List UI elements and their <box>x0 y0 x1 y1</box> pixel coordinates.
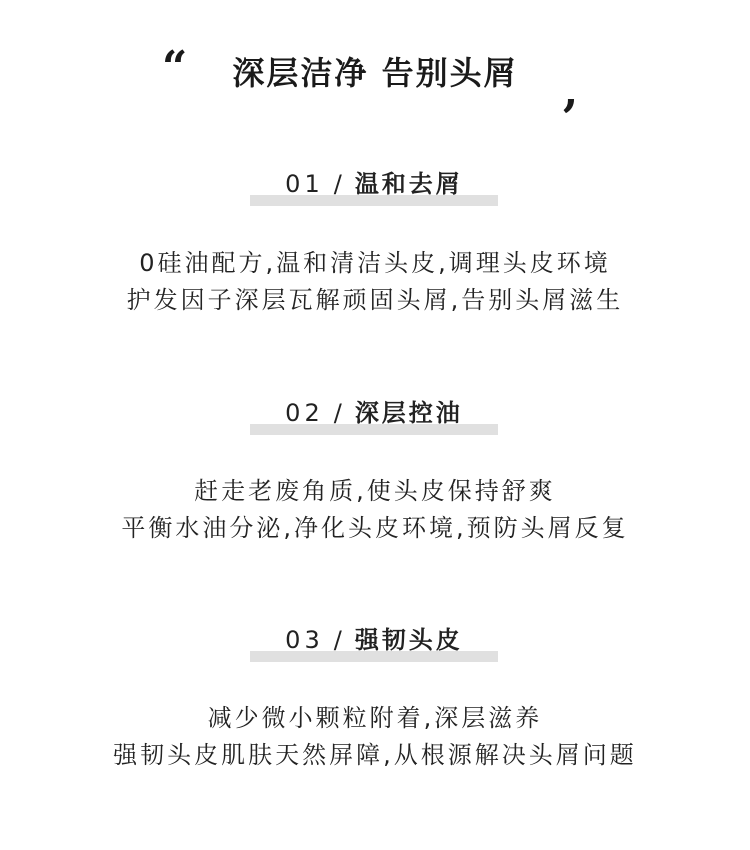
section-number: 02 <box>285 399 324 427</box>
body-line: 减少微小颗粒附着,深层滋养 <box>207 704 543 732</box>
headline <box>0 42 750 98</box>
section-separator: / <box>333 399 345 427</box>
section-body-01 <box>0 245 750 319</box>
section-body-02 <box>0 473 750 547</box>
section-number: 01 <box>285 170 324 198</box>
body-line: 平衡水油分泌,净化头皮环境,预防头屑反复 <box>121 514 629 542</box>
section-heading-02 <box>250 395 498 435</box>
body-line: 强韧头皮肌肤天然屏障,从根源解决头屑问题 <box>113 741 637 769</box>
section-separator: / <box>333 170 345 198</box>
headline-title: 深层洁净 告别头屑 <box>232 54 518 92</box>
body-line: 0硅油配方,温和清洁头皮,调理头皮环境 <box>139 249 611 277</box>
section-body-03 <box>0 700 750 774</box>
section-heading-label <box>250 166 498 202</box>
body-line: 赶走老废角质,使头皮保持舒爽 <box>194 477 556 505</box>
body-line: 护发因子深层瓦解顽固头屑,告别头屑滋生 <box>126 286 624 314</box>
section-separator: / <box>333 626 345 654</box>
open-quote-mark: “ <box>162 42 188 93</box>
close-quote-mark: , <box>563 66 579 117</box>
section-title: 深层控油 <box>354 399 463 427</box>
section-title: 温和去屑 <box>354 170 463 198</box>
section-heading-03 <box>250 622 498 662</box>
section-number: 03 <box>285 626 324 654</box>
section-heading-label <box>250 395 498 431</box>
section-title: 强韧头皮 <box>354 626 463 654</box>
section-heading-01 <box>250 166 498 206</box>
section-heading-label <box>250 622 498 658</box>
